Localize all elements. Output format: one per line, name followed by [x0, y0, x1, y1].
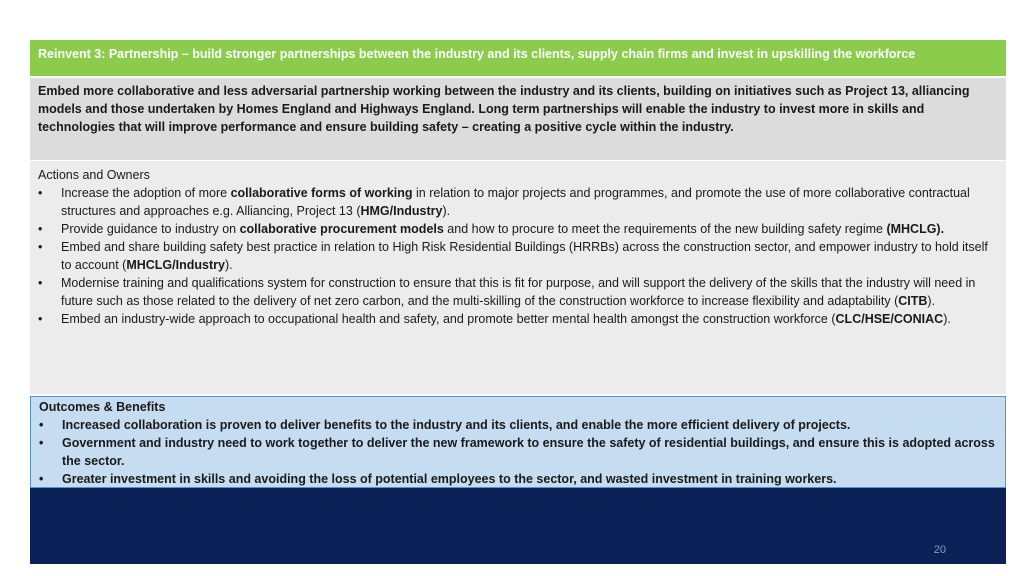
outcomes-box	[30, 396, 1006, 488]
intro-text: Embed more collaborative and less adversarial partnership working between the industry and its clients, building on initiatives such as Project 13, alliancing models and those undertaken by Homes England and Highways England. Long term partnerships will enable the industry to invest more in skills and technologies that will improve performance and ensure building safety – creating a positive cycle within the industry.	[38, 84, 970, 134]
action-text: Modernise training and qualifications system for construction to ensure that this is fit for purpose, and will support the delivery of the skills that the industry will need in future such as those related to the delivery of net zero carbon, and the multi-skilling of the construction workforce to increase flexibility and adaptability (	[61, 276, 976, 308]
list-item: • Greater investment in skills and avoiding the loss of potential employees to the sector, and wasted investment in training workers.	[39, 470, 997, 488]
action-text: ).	[224, 258, 233, 272]
action-bold: collaborative procurement models	[239, 222, 444, 236]
list-item: • Increased collaboration is proven to deliver benefits to the industry and its clients, and enable the more efficient delivery of projects.	[39, 416, 997, 434]
action-text: Embed and share building safety best practice in relation to High Risk Residential Buildings (HRRBs) across the construction sector, and empower industry to hold itself to account (	[61, 240, 988, 272]
header-banner	[30, 40, 1006, 76]
actions-box	[30, 161, 1006, 394]
list-item	[38, 274, 998, 310]
action-text: in relation to major projects and programmes, and promote the use of more collaborative contractual structures and approaches e.g. Alliancing, Project 13 (	[61, 186, 970, 218]
action-owner: CITB	[898, 294, 928, 308]
list-item: • Government and industry need to work together to deliver the new framework to ensure the safety of residential buildings, and ensure this is adopted across the sector.	[39, 434, 997, 470]
action-bold: collaborative forms of working	[230, 186, 413, 200]
page-number: 20	[933, 544, 946, 556]
action-owner: CLC/HSE/CONIAC	[835, 312, 944, 326]
outcomes-title: Outcomes & Benefits	[39, 400, 166, 414]
action-owner: MHCLG/Industry	[126, 258, 225, 272]
action-text: Embed an industry-wide approach to occupational health and safety, and promote better mental health amongst the construction workforce (	[61, 312, 836, 326]
action-text: ).	[442, 204, 451, 218]
list-item	[38, 238, 998, 274]
outcomes-list	[39, 416, 997, 488]
action-owner: (MHCLG).	[886, 222, 945, 236]
actions-title: Actions and Owners	[38, 168, 150, 182]
actions-list	[38, 184, 998, 328]
header-title: Reinvent 3: Partnership – build stronger partnerships between the industry and its clients, supply chain firms and invest in upskilling the workforce	[38, 47, 916, 61]
slide	[30, 40, 1006, 564]
action-text: ).	[943, 312, 951, 326]
intro-box	[30, 78, 1006, 160]
action-text: ).	[927, 294, 936, 308]
list-item	[38, 184, 998, 220]
action-text: Provide guidance to industry on	[61, 222, 240, 236]
action-owner: HMG/Industry	[360, 204, 443, 218]
footer-band	[30, 484, 1006, 564]
list-item	[38, 220, 998, 238]
action-text: and how to procure to meet the requirements of the new building safety regime	[443, 222, 887, 236]
action-text: Increase the adoption of more	[61, 186, 231, 200]
list-item	[38, 310, 998, 328]
